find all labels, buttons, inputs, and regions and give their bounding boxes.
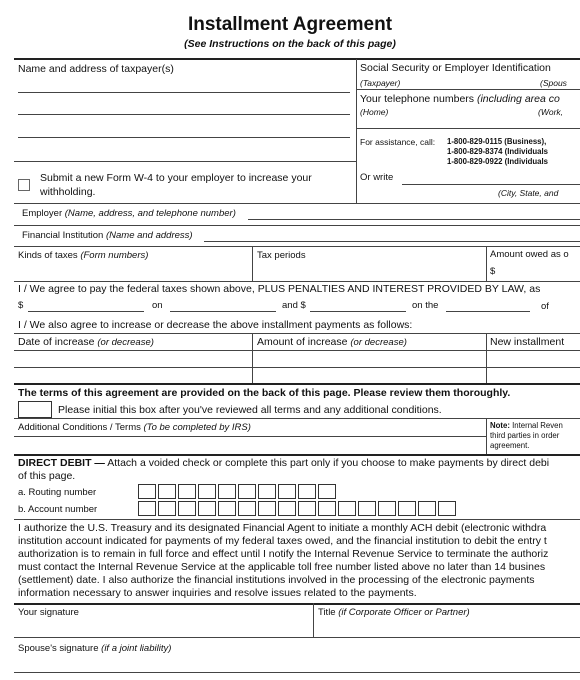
account-digit-box[interactable]: [418, 501, 436, 516]
phone-label-text: Your telephone numbers: [360, 93, 477, 105]
direct-debit-text-1: [18, 457, 549, 469]
tax-periods-label: Tax periods: [257, 250, 306, 261]
financial-institution-label: [22, 230, 193, 241]
signature-divider: [313, 603, 314, 637]
direct-debit-line-1: Attach a voided check or complete this part only if you choose to make payments by direct debi: [104, 457, 550, 469]
spouse-label-note: (if a joint liability): [101, 643, 172, 654]
phone-home-label: (Home): [360, 107, 389, 117]
agree-amount-line[interactable]: [28, 311, 144, 312]
note-line-1: [490, 421, 563, 430]
taxpayer-name-label: Name and address of taxpayer(s): [18, 63, 174, 75]
financial-label-text: Financial Institution: [22, 230, 106, 241]
initial-instruction: Please initial this box after you've reviewed all terms and any additional conditions.: [58, 404, 442, 416]
account-digit-box[interactable]: [158, 501, 176, 516]
page-title: Installment Agreement: [187, 14, 393, 35]
additional-conditions-label: [18, 422, 251, 433]
routing-digit-box[interactable]: [298, 484, 316, 499]
signature-rule[interactable]: [14, 637, 580, 638]
phone-label: [360, 93, 560, 105]
conditions-divider: [486, 418, 487, 454]
authorization-line-2: institution account indicated for payments of my federal taxes owed, and the financial institution to debit the entry t: [18, 535, 547, 547]
city-state-label: (City, State, and: [498, 188, 559, 198]
note-bold: Note:: [490, 421, 510, 430]
account-digit-box[interactable]: [298, 501, 316, 516]
new-installment-label: New installment: [490, 336, 565, 348]
account-digit-box[interactable]: [398, 501, 416, 516]
authorization-line-3: authorization is to remain in full force and effect until I notify the Internal Revenue Service to terminate the authoriz: [18, 548, 549, 560]
account-digit-box[interactable]: [138, 501, 156, 516]
account-digit-box[interactable]: [338, 501, 356, 516]
agree-on-label: on: [152, 300, 163, 311]
agree-date-line[interactable]: [170, 311, 276, 312]
phone-work-label: (Work,: [538, 107, 564, 117]
address-line-3[interactable]: [18, 137, 350, 138]
taxes-divider-2: [486, 246, 487, 281]
account-digit-box[interactable]: [198, 501, 216, 516]
amount-of-increase-label: [257, 336, 407, 348]
routing-digit-box[interactable]: [258, 484, 276, 499]
conditions-line-1[interactable]: [14, 436, 486, 437]
routing-digit-box[interactable]: [198, 484, 216, 499]
routing-number-label: a. Routing number: [18, 487, 97, 498]
debit-rule: [14, 519, 580, 520]
routing-digit-box[interactable]: [238, 484, 256, 499]
spouse-signature-rule[interactable]: [14, 672, 580, 673]
increase-row-rule-2: [14, 367, 580, 368]
amount-increase-text: Amount of increase: [257, 336, 351, 348]
authorization-line-6: information necessary to answer inquiries and resolve issues related to the payments.: [18, 587, 417, 599]
header-rule: [14, 58, 580, 60]
assist-label: For assistance, call:: [360, 137, 436, 147]
financial-label-note: (Name and address): [105, 230, 193, 241]
kinds-label-note: (Form numbers): [80, 250, 149, 261]
amount-increase-note: (or decrease): [350, 337, 407, 348]
increase-header-rule: [14, 333, 580, 334]
ssn-rule: [356, 89, 580, 90]
routing-digit-box[interactable]: [278, 484, 296, 499]
authorization-line-5: (settlement) date. I also authorize the financial institutions involved in the processing of the electronic payments: [18, 574, 535, 586]
address-line-1[interactable]: [18, 92, 350, 93]
kinds-label-text: Kinds of taxes: [18, 250, 81, 261]
authorization-line-4: must contact the Internal Revenue Service at the applicable toll free number listed above no later than 14 busines: [18, 561, 546, 573]
taxpayer-section-rule: [14, 161, 356, 162]
ssn-label: Social Security or Employer Identification: [360, 62, 551, 74]
note-line-2: third parties in order: [490, 431, 560, 440]
routing-digit-box[interactable]: [318, 484, 336, 499]
routing-digit-box[interactable]: [138, 484, 156, 499]
ssn-taxpayer-label: (Taxpayer): [360, 78, 401, 88]
your-signature-label: Your signature: [18, 607, 79, 618]
taxes-bottom-rule: [14, 281, 580, 282]
financial-rule: [14, 246, 580, 247]
or-write-label: Or write: [360, 172, 394, 183]
account-digit-box[interactable]: [278, 501, 296, 516]
agree-of-label: of: [541, 301, 549, 312]
date-increase-text: Date of increase: [18, 336, 98, 348]
account-digit-box[interactable]: [238, 501, 256, 516]
authorization-line-1: I authorize the U.S. Treasury and its designated Financial Agent to initiate a monthly ACH debit (electronic withdra: [18, 522, 547, 534]
agree-pay-text: I / We agree to pay the federal taxes shown above, PLUS PENALTIES AND INTEREST PROVIDED BY LAW, as: [18, 283, 541, 295]
spouse-signature-label: [18, 643, 171, 654]
employer-rule: [14, 225, 580, 226]
taxes-divider-1: [252, 246, 253, 281]
account-digit-box[interactable]: [258, 501, 276, 516]
w4-checkbox[interactable]: [18, 179, 30, 191]
routing-digit-box[interactable]: [158, 484, 176, 499]
employer-input-line[interactable]: [248, 219, 580, 220]
financial-input-line[interactable]: [204, 241, 580, 242]
taxpayer-bottom-rule: [14, 203, 580, 204]
title-label: [318, 607, 470, 618]
employer-label: [22, 208, 236, 219]
agree-day-line[interactable]: [446, 311, 530, 312]
conditions-bottom-rule: [14, 454, 580, 456]
page-subtitle: (See Instructions on the back of this page): [184, 38, 396, 50]
phone-label-note: (including area co: [476, 93, 560, 105]
direct-debit-text-2: of this page.: [18, 470, 76, 482]
agree-dollar-label: $: [18, 300, 24, 311]
address-line-2[interactable]: [18, 114, 350, 115]
w4-text-line-1: Submit a new Form W-4 to your employer to increase your: [40, 172, 312, 184]
employer-label-note: (Name, address, and telephone number): [64, 208, 236, 219]
account-digit-box[interactable]: [378, 501, 396, 516]
title-label-note: (if Corporate Officer or Partner): [338, 607, 470, 618]
w4-text-line-2: withholding.: [40, 186, 96, 198]
amount-owed-dollar: $: [490, 266, 496, 277]
agree-on-the-label: on the: [412, 300, 439, 311]
terms-rule: [14, 418, 580, 419]
account-digit-box[interactable]: [438, 501, 456, 516]
note-line-1-text: Internal Reven: [509, 421, 563, 430]
agree-and-dollar-label: and $: [282, 300, 306, 311]
routing-digit-box[interactable]: [218, 484, 236, 499]
taxpayer-divider: [356, 59, 357, 203]
conditions-label-text: Additional Conditions / Terms: [18, 422, 144, 433]
initial-box[interactable]: [18, 401, 52, 418]
assist-phone-2: 1-800-829-8374 (Individuals: [447, 147, 548, 156]
kinds-of-taxes-label: [18, 250, 148, 261]
assist-phone-3: 1-800-829-0922 (Individuals: [447, 157, 548, 166]
title-label-text: Title: [318, 607, 339, 618]
account-digit-box[interactable]: [318, 501, 336, 516]
employer-label-text: Employer: [22, 208, 65, 219]
account-number-label: b. Account number: [18, 504, 98, 515]
routing-digit-box[interactable]: [178, 484, 196, 499]
amount-owed-label: Amount owed as o: [490, 249, 569, 260]
date-of-increase-label: [18, 336, 154, 348]
direct-debit-heading: DIRECT DEBIT —: [18, 457, 105, 469]
assist-phone-1: 1-800-829-0115 (Business),: [447, 137, 547, 146]
phone-rule: [356, 128, 580, 129]
account-digit-box[interactable]: [218, 501, 236, 516]
increase-divider-1: [252, 333, 253, 383]
note-line-3: agreement.: [490, 441, 530, 450]
agree-increase-text: I / We also agree to increase or decrease the above installment payments as follows:: [18, 319, 413, 331]
conditions-label-note: (To be completed by IRS): [143, 422, 251, 433]
write-address-line[interactable]: [402, 184, 580, 185]
spouse-label-text: Spouse's signature: [18, 643, 102, 654]
authorization-bottom-rule: [14, 603, 580, 605]
account-digit-box[interactable]: [358, 501, 376, 516]
increase-row-rule: [14, 350, 580, 351]
increase-bottom-rule: [14, 383, 580, 385]
date-increase-note: (or decrease): [97, 337, 154, 348]
increase-divider-2: [486, 333, 487, 383]
terms-notice: The terms of this agreement are provided on the back of this page. Please review them thoroughly.: [18, 387, 511, 399]
agree-amount2-line[interactable]: [310, 311, 406, 312]
ssn-spouse-label: (Spous: [540, 78, 567, 88]
account-digit-box[interactable]: [178, 501, 196, 516]
